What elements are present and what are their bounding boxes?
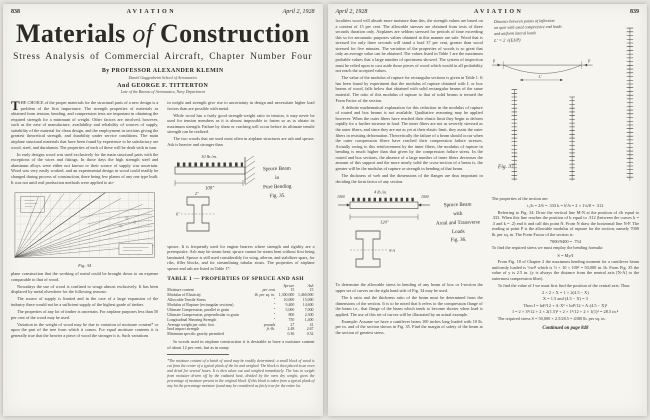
paragraph: The two woods that are used most often in airplane structures are ash and spruce. Ash is heavier and stronger than <box>167 136 315 148</box>
paragraph: Variation in the weight of wood may be due to variation of moisture content* or upon the part of the tree from which it comes. For equal moisture contents it is generally true that the heavier a piece of wood the stronger it is. Such variations <box>11 321 159 338</box>
paragraph: From Fig. 18 of Chapter 2 the maximum bending moment for a cantilever beam uniformly loaded is ½wl² which is ½ × 10 × 100² = 50,000 in. lb. From Fig. 35 the value of y is 2.5 in. (y is always the distance from the neutral axis [N-A] to the outermost compression fiber). <box>491 259 639 281</box>
fig35-handwritten-caption: Spruce Beam in Pure Bending Fig. 35. <box>263 165 292 199</box>
paragraph: Referring to Fig. 34: Draw the vertical line M-N at the position of t/b equal to .333. When this line reaches the position of k equal to .312 (between the curves k = .3 and k = .2) end it and call this point N. From N draw the horizontal line N-P. The reading at point P is the allowable modulus of rupture for the section, namely 7000 lb. per sq. in. The Form Factor of the section is: <box>491 209 639 237</box>
left-page-column-2 <box>167 100 314 392</box>
right-page <box>328 4 648 416</box>
paragraph: The required stress S = 50,000 × 2.5/28.5 = 4380 lb. per sq. in. <box>497 315 606 321</box>
equation: Then I = bd³/12 + A·X² + bd³/12 + A·(4.5 − X)² <box>523 302 608 308</box>
table-col-head-spruce: Spruce <box>283 283 295 288</box>
fig37-equation: L′ = 2 √(EI/P) <box>493 37 521 44</box>
article-subtitle: Stress Analysis of Commercial Aircraft, Chapter Number Four <box>13 52 313 62</box>
table-row: Moisture content per cent 15 15 <box>167 288 314 293</box>
fig35-spruce-beam <box>167 151 314 241</box>
table-row: Modulus of Rupture (rectangular sections) ″ 9,400 14,600 <box>167 303 314 308</box>
paragraph: To find the value of I we must first find the position of the central axis. Thus: <box>497 282 631 288</box>
paragraph: localities wood will absorb more moisture than this, the strength values are based on a content of 15 per cent. The allowable stresses are obtained from tests of three seconds duration only. Airplanes are seldom stressed for periods of time exceeding this so for aeronautic purposes values obtained in this manner are safe. Wood that is stressed for only three seconds will stand a load 37 per cent, greater than wood stressed for five minutes. The variation of the properties of woods is so great that only an average value can be obtained. The values listed in Table 1 are the maximum probable values that a large number of specimens showed. The system of inspection must be relied upon to cast aside those pieces of wood which would in all probability not reach the accepted values. <box>335 18 483 74</box>
paragraph: A definite mathematical explanation for this reduction in the modulus of rupture of routed and box beams is not available. Qualitative reasoning may be applied however. When the outer fibers have reached their elastic limit they begin to deform rapidly for a further increase in load. The inner fibers are not as severely stressed as the outer fibers, and since they are not as yet at their elastic limit, they assist the outer fibers in resisting deformation. Theoretically the failure of a beam should occur when the outer compression fibers have reached their compression failure stresses. Actually owing to this reinforcement by the inner fibers, the modulus of rupture in bending is much higher than that given by the compression failure stress. In the routed and box sections, the absence of a large number of inner fibers decreases the amount of this support and the more nearly solid the cross-section of a beam is, the greater will be the modulus of rupture or strength in bending of that beam. <box>335 104 483 172</box>
fig36-handwritten-caption: Spruce Beam with Axial and Transverse Loads Fig. 36. <box>435 201 480 244</box>
paragraph: The thickness of web and the dimensions of the flanges are thus important in deciding the form factor of any section. <box>335 173 483 184</box>
paragraph: THE CHOICE of the proper materials for the structural parts of a new design is a problem of the first importance. The strength properties of materials as obtained from tension, bending, and compression tests are important in obtaining the required strength for a minimum of weight. Other factors are involved, however, such as the ease of manufacture, availability and reliability of sources of supply, suitability of the material for clean design, and the employment in sections giving the greatest theoretical strength, and durability under service conditions. The main airplane structural materials that have been found by experience to be satisfactory are wood, steel, and duralumin. The properties of each of these will be dealt with in turn. <box>11 98 159 150</box>
table1-properties <box>167 284 314 338</box>
fig37-handwritten-note: Distance between points of inflection on spar with axial compressive end loads and uniform lateral loads L′ = 2 √(EI/P) <box>494 17 602 45</box>
magazine-name: AVIATION <box>473 9 524 15</box>
paragraph: To find the required stress we must employ the bending formula: <box>491 245 604 251</box>
paragraph: The properties of the section are: <box>491 196 549 201</box>
table-row: Ultimate Compression, perpendicular to grain ″ 800 2,300 <box>167 312 314 317</box>
fig37-span-label: L′ <box>538 75 542 80</box>
right-page-column-2 <box>492 18 639 337</box>
paragraph: spruce. It is frequently used for engine bearers where strength and rigidity are a prerequisite. Ash may be steam bent; spruce cannot be steam bent without first being laminated. Spruce is still used considerably for wing, aileron, and stabilizer spars, for ribs, filler blocks, and for streamlining tubular struts. The properties of airplane spruce and ash are listed in Table 1*. <box>167 243 315 271</box>
left-page <box>3 4 323 416</box>
fig37-nomogram <box>492 18 639 196</box>
fig37-p-left-label: P <box>492 59 495 64</box>
fig35-flange-dim-label: 2″ <box>195 190 199 196</box>
paragraph: in weight and strength give rise to uncertainty in design and necessitate higher load factors than are possible with metal. <box>167 100 315 111</box>
byline-author1: By PROFESSOR ALEXANDER KLEMIN <box>101 68 224 74</box>
fig35-beam-graphic <box>167 151 259 241</box>
fig34-strength-chart <box>11 188 158 268</box>
table-row: Izod impact strength ft.-lb. 2.48 2.67 <box>167 327 314 332</box>
fig37-label: Fig. 37 <box>497 163 514 171</box>
right-running-header <box>336 9 640 15</box>
fig36-length-label: 120″ <box>379 219 389 225</box>
paragraph: Nowadays the use of wood is confined to wings almost exclusively. It has been displaced by metal elsewhere for the following reasons: <box>11 283 159 295</box>
byline-author2: And GEORGE F. TITTERTON <box>117 82 209 89</box>
fig36-spruce-beam-axial <box>336 187 483 279</box>
paragraph: plane construction that the working of metal could be brought down to an expense comparable to that of wood. <box>11 271 159 282</box>
paragraph: The properties of any lot of timber is uncertain. For airplane purposes less than 50 per cent of the wood may be used. <box>11 309 159 320</box>
footnote: *The moisture content of a batch of wood may be readily determined; a small block of wood is cut from the center of a typical plank of the lot and weighed. The block is then placed in an oven and dried for several hours. It is then taken out and weighed immediately. The loss in weight from moisture driven off by the radiated heat, divided by the oven dry weight, gives the percentage of moisture present in the original block. If this block is taken from a typical plank of any lot the percentage moisture found may be considered as fairly true for the entire lot. <box>167 359 315 388</box>
footnote-divider <box>167 354 229 355</box>
drop-cap: T <box>11 98 20 113</box>
table-row: Minimum specific gravity permitted 0.36 0.52 <box>167 332 314 337</box>
right-page-number: 839 <box>629 9 639 15</box>
article-title: Materials of Construction <box>16 19 310 48</box>
table-row: Average weight per cubic foot pounds 27 41 <box>167 322 314 327</box>
equation: t₁/b = 2/6 = .333 k = b′/b = 2 × 1¼/8 = .312 <box>527 203 604 209</box>
left-running-header <box>11 9 315 15</box>
fig37-p-right-label: P <box>587 59 591 64</box>
table-row: Modulus of Elasticity lb. per sq. in. 1,300,000 1,460,000 <box>167 293 314 298</box>
issue-date: April 2, 1928 <box>335 9 368 15</box>
fig36-axial-right-label: 1000 <box>420 195 429 200</box>
byline-author1-affiliation: Daniel Guggenheim School of Aeronautics <box>128 74 197 80</box>
table-row: Longitudinal Shearing Strength ″ 750 1,400 <box>167 317 314 322</box>
fig36-load-label: 4 lb./in. <box>373 189 387 195</box>
paragraph: While wood has a fairly good strength-weight ratio in tension, it may never be used for tension members as it is almost impossible to fasten so as to obtain its maximum strength. Failure by shear or cracking will occur before its ultimate tensile strength can be realized. <box>167 112 315 135</box>
issue-date: April 2, 1928 <box>282 9 315 15</box>
fig35-length-label: 100″ <box>205 186 215 192</box>
table-row: Ultimate Compression, parallel to grain ″ 5,000 7,000 <box>167 307 314 312</box>
equation: 2 × 2 × X = 1 × 2(4.5 − X) <box>541 289 589 295</box>
paragraph: To determine the allowable stress in bending of any beam of box or I-section the upper set of curves on the right hand side of Fig. 34 may be used. <box>335 282 483 293</box>
paragraph: The value of the modulus of rupture for rectangular sections is given in Table 1. It has been found by experiment that the modulus of rupture obtained with I, or box beams of wood, falls below that obtained with solid rectangular beams of the same material. The ratio of this modulus of rupture to that of solid beams is termed the Form Factor of the section. <box>335 75 483 103</box>
fig34-caption: Fig. 34 <box>78 263 92 269</box>
left-page-column-1 <box>11 100 158 392</box>
fig36-axial-left-label: 1000 <box>336 195 345 200</box>
equation: X = 1.5 and (4.5 − X) = 3 <box>542 296 588 302</box>
equation: S = My/I <box>557 252 574 258</box>
fig36-neutral-axis-label: N-A <box>388 249 395 254</box>
paragraph: The source of supply is limited and in the case of a large expansion of the industry there would not be a sufficient supply of the highest grade of timber. <box>11 296 159 308</box>
magazine-name: AVIATION <box>126 9 177 15</box>
table-col-head-ash: Ash <box>307 283 314 288</box>
fig36-beam-graphic <box>336 187 432 279</box>
right-page-column-1 <box>336 18 483 337</box>
equation: 7000/9400 = .754 <box>549 238 581 244</box>
fig35-depth-dim-label: 6″ <box>176 211 180 217</box>
paragraph: In woods used in airplane construction it is desirable to have a moisture content of about 12 per cent, but as in many <box>167 339 315 350</box>
paragraph: Example: Assume we have a cantilever beam 100 inches long loaded with 10 lb. per in. and of the section shown in Fig. 35. Find the margin of safety of the beam at the section of greatest stress. <box>335 318 483 335</box>
left-page-number: 838 <box>11 9 20 15</box>
continued-notice: Continued on page 848 <box>542 325 589 331</box>
paragraph: In early designs wood was used exclusively for the main structural parts with the exceptions of the wires and fittings. In those days the high strength steel and aluminum alloys were either not known or their source of supply was uncertain. Wood was very easily worked, and an experimental design in wood could readily be changed during process of construction, there being few planes of any one type built. It was not until real production methods were applied to air- <box>11 151 159 185</box>
equation: I = 2 × 3³/12 + 2 × 2(1.5)² + 2 × 1³/12 + 2 × 1(1)² = 28.5 in.⁴ <box>512 309 619 315</box>
table-row: Allowable Tensile Stress ″ 10,000 15,000 <box>167 298 314 303</box>
table1-title: TABLE 1 — PROPERTIES OF SPRUCE AND ASH <box>167 275 304 282</box>
fig35-load-label: 10 lb./in. <box>201 153 218 159</box>
byline-author2-affiliation: Late of the Bureau of Aeronautics, Navy Department <box>120 89 205 94</box>
paragraph: The k ratio and the thickness ratio of the beam must be determined from the dimensions of the section. It is to be noted that b refers to the compression flange of the beam i.e., that flange of the beam which tends to become shorter when load is applied. The use of this set of curves will be illustrated by an actual example. <box>335 294 483 317</box>
fig34-chart-graphic <box>11 188 158 262</box>
